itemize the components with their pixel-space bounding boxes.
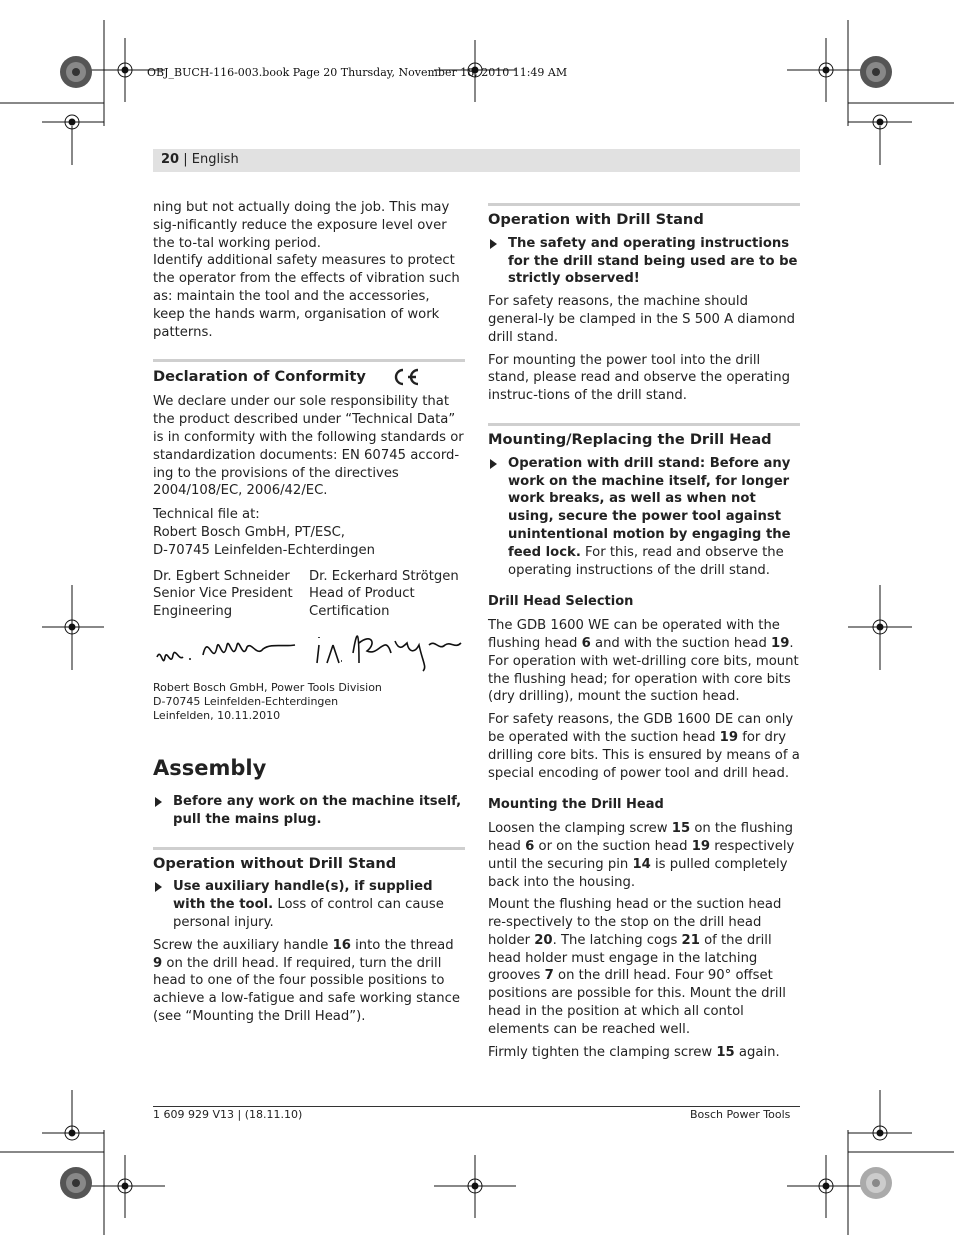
company-line: D-70745 Leinfelden-Echterdingen — [153, 694, 339, 708]
list-item — [488, 455, 800, 580]
signatures — [153, 627, 465, 681]
ref-number: 9 — [153, 955, 163, 971]
bullet-triangle-icon — [155, 882, 162, 892]
company-line: Robert Bosch GmbH, Power Tools Division — [153, 680, 382, 694]
paragraph: For safety reasons, the machine should general-ly be clamped in the S 500 A diamond drill stand. — [488, 294, 796, 345]
text-run: Firmly tighten the clamping screw — [488, 1044, 717, 1060]
ref-number: 19 — [719, 729, 738, 745]
bullet-triangle-icon — [155, 797, 162, 807]
paragraph: We declare under our sole responsibility that the product described under “Technical Data” is in conformity with the following standards or standardization documents: EN 60745 accord-ing to the provisions of the directives 2004/108/EC, 2006/42/EC. — [153, 394, 464, 499]
ref-number: 6 — [525, 838, 535, 854]
bullet-triangle-icon — [490, 459, 497, 469]
ref-number: 21 — [681, 932, 700, 948]
text-run: respectively until the securing pin — [488, 838, 795, 872]
list-item — [488, 235, 800, 288]
signer-title: Senior Vice President — [153, 586, 293, 602]
ref-number: 7 — [544, 968, 554, 984]
ref-number: 20 — [534, 932, 553, 948]
ce-mark-icon — [391, 367, 421, 387]
technical-file-company: Robert Bosch GmbH, PT/ESC, — [153, 524, 345, 540]
declaration-heading: Declaration of Conformity — [153, 368, 366, 386]
text-run: into the thread — [350, 937, 454, 953]
ref-number: 6 — [581, 635, 591, 651]
section-heading — [153, 359, 465, 387]
page-header — [153, 149, 800, 172]
signature-2 — [311, 623, 466, 675]
company-info — [153, 681, 465, 723]
ref-number: 15 — [671, 821, 691, 837]
signer-dept: Certification — [309, 604, 390, 620]
ref-number: 15 — [716, 1044, 735, 1060]
paragraph — [488, 711, 800, 782]
paragraph — [488, 1044, 800, 1062]
signature-1 — [153, 627, 303, 677]
paragraph: ning but not actually doing the job. This may sig-nificantly reduce the exposure level over the to-tal working period. — [153, 200, 450, 251]
text-run: of the drill head holder must engage in the latching grooves — [488, 932, 772, 984]
technical-file-address: D-70745 Leinfelden-Echterdingen — [153, 542, 375, 558]
paragraph — [153, 937, 465, 1026]
signers — [153, 568, 465, 621]
list-item — [153, 878, 465, 931]
text-run: Loosen the clamping screw — [488, 821, 672, 837]
text-run: For safety reasons, the GDB 1600 DE can only be operated with the suction head — [488, 712, 794, 745]
technical-file-label: Technical file at: — [153, 507, 260, 523]
signer-1 — [153, 568, 309, 621]
ref-number: 19 — [691, 838, 711, 854]
company-line: Leinfelden, 10.11.2010 — [153, 708, 281, 722]
page-number: 20 — [161, 152, 180, 167]
bullet-text: Loss of control can cause personal injury. — [173, 897, 444, 930]
text-run: Screw the auxiliary handle — [153, 937, 333, 953]
header-text — [161, 152, 239, 167]
text-run: on the drill head. Four 90° offset positions are possible for this. Mount the drill head in the position at which all contol elements can be reached well. — [488, 968, 786, 1037]
paragraph — [488, 820, 800, 891]
text-run: on the drill head. If required, turn the drill head to one of the four possible positions to achieve a low-fatigue and safe working stance (see “Mounting the Drill Head”). — [153, 955, 460, 1024]
signer-name: Dr. Eckerhard Strötgen — [309, 568, 459, 584]
text-run: for dry drilling core bits. This is ensured by means of a special encoding of power tool and drill head. — [488, 729, 800, 781]
bullet-text-bold: Use auxiliary handle(s), if supplied with the tool. — [173, 879, 433, 913]
op-without-heading: Operation without Drill Stand — [153, 847, 465, 873]
left-column — [153, 199, 465, 1031]
selection-heading: Drill Head Selection — [488, 594, 634, 610]
text-run: . For operation with wet-drilling core bits, mount the flushing head; for operation with core bits (dry drilling), mount the suction head. — [488, 635, 799, 705]
list-item — [153, 793, 465, 829]
mounting-heading: Mounting/Replacing the Drill Head — [488, 423, 800, 449]
bullet-text-bold: Operation with drill stand: Before any work on the machine itself, for longer work breaks, as well as when not using, secure the power tool against unintentional motion by engaging the feed lock. — [508, 455, 791, 560]
bullet-triangle-icon — [490, 239, 497, 249]
text-run: again. — [734, 1044, 780, 1060]
footer-divider — [153, 1106, 800, 1107]
header-separator: | — [183, 152, 192, 167]
signer-2 — [309, 568, 465, 621]
ref-number: 16 — [332, 937, 351, 953]
right-column — [488, 203, 800, 1066]
text-run: or on the suction head — [534, 838, 692, 854]
footer-doc-number: 1 609 929 V13 | (18.11.10) — [153, 1108, 303, 1121]
signer-title: Head of Product — [309, 586, 415, 602]
paragraph: Identify additional safety measures to protect the operator from the effects of vibration such as: maintain the tool and the accessories, keep the hands warm, organisation of work patterns. — [153, 253, 460, 340]
footer-brand: Bosch Power Tools — [690, 1108, 791, 1121]
bullet-text: For this, read and observe the operating instructions of the drill stand. — [508, 544, 784, 578]
ref-number: 19 — [771, 635, 790, 651]
signer-name: Dr. Egbert Schneider — [153, 568, 290, 584]
bullet-text: The safety and operating instructions for the drill stand being used are to be strictly observed! — [508, 235, 798, 287]
text-run: is pulled completely back into the housing. — [488, 856, 788, 890]
text-run: on the flushing head — [488, 821, 794, 854]
text-run: The GDB 1600 WE can be operated with the flushing head — [488, 618, 780, 651]
assembly-heading: Assembly — [153, 755, 267, 780]
paragraph: For mounting the power tool into the drill stand, please read and observe the operating instruc-tions of the drill stand. — [488, 352, 790, 404]
mount-heading: Mounting the Drill Head — [488, 797, 664, 813]
header-language: English — [191, 152, 239, 167]
technical-file — [153, 506, 465, 559]
text-run: and with the suction head — [590, 635, 772, 651]
paragraph — [488, 617, 800, 706]
signer-dept: Engineering — [153, 604, 233, 620]
text-run: Mount the flushing head or the suction head re-spectively to the stop on the drill head holder — [488, 897, 782, 948]
print-info: OBJ_BUCH-116-003.book Page 20 Thursday, November 18, 2010 11:49 AM — [147, 66, 568, 79]
ref-number: 14 — [632, 856, 651, 872]
op-with-heading: Operation with Drill Stand — [488, 203, 800, 229]
paragraph — [488, 896, 800, 1038]
bullet-text: Before any work on the machine itself, pull the mains plug. — [173, 793, 462, 827]
text-run: . The latching cogs — [552, 932, 682, 948]
